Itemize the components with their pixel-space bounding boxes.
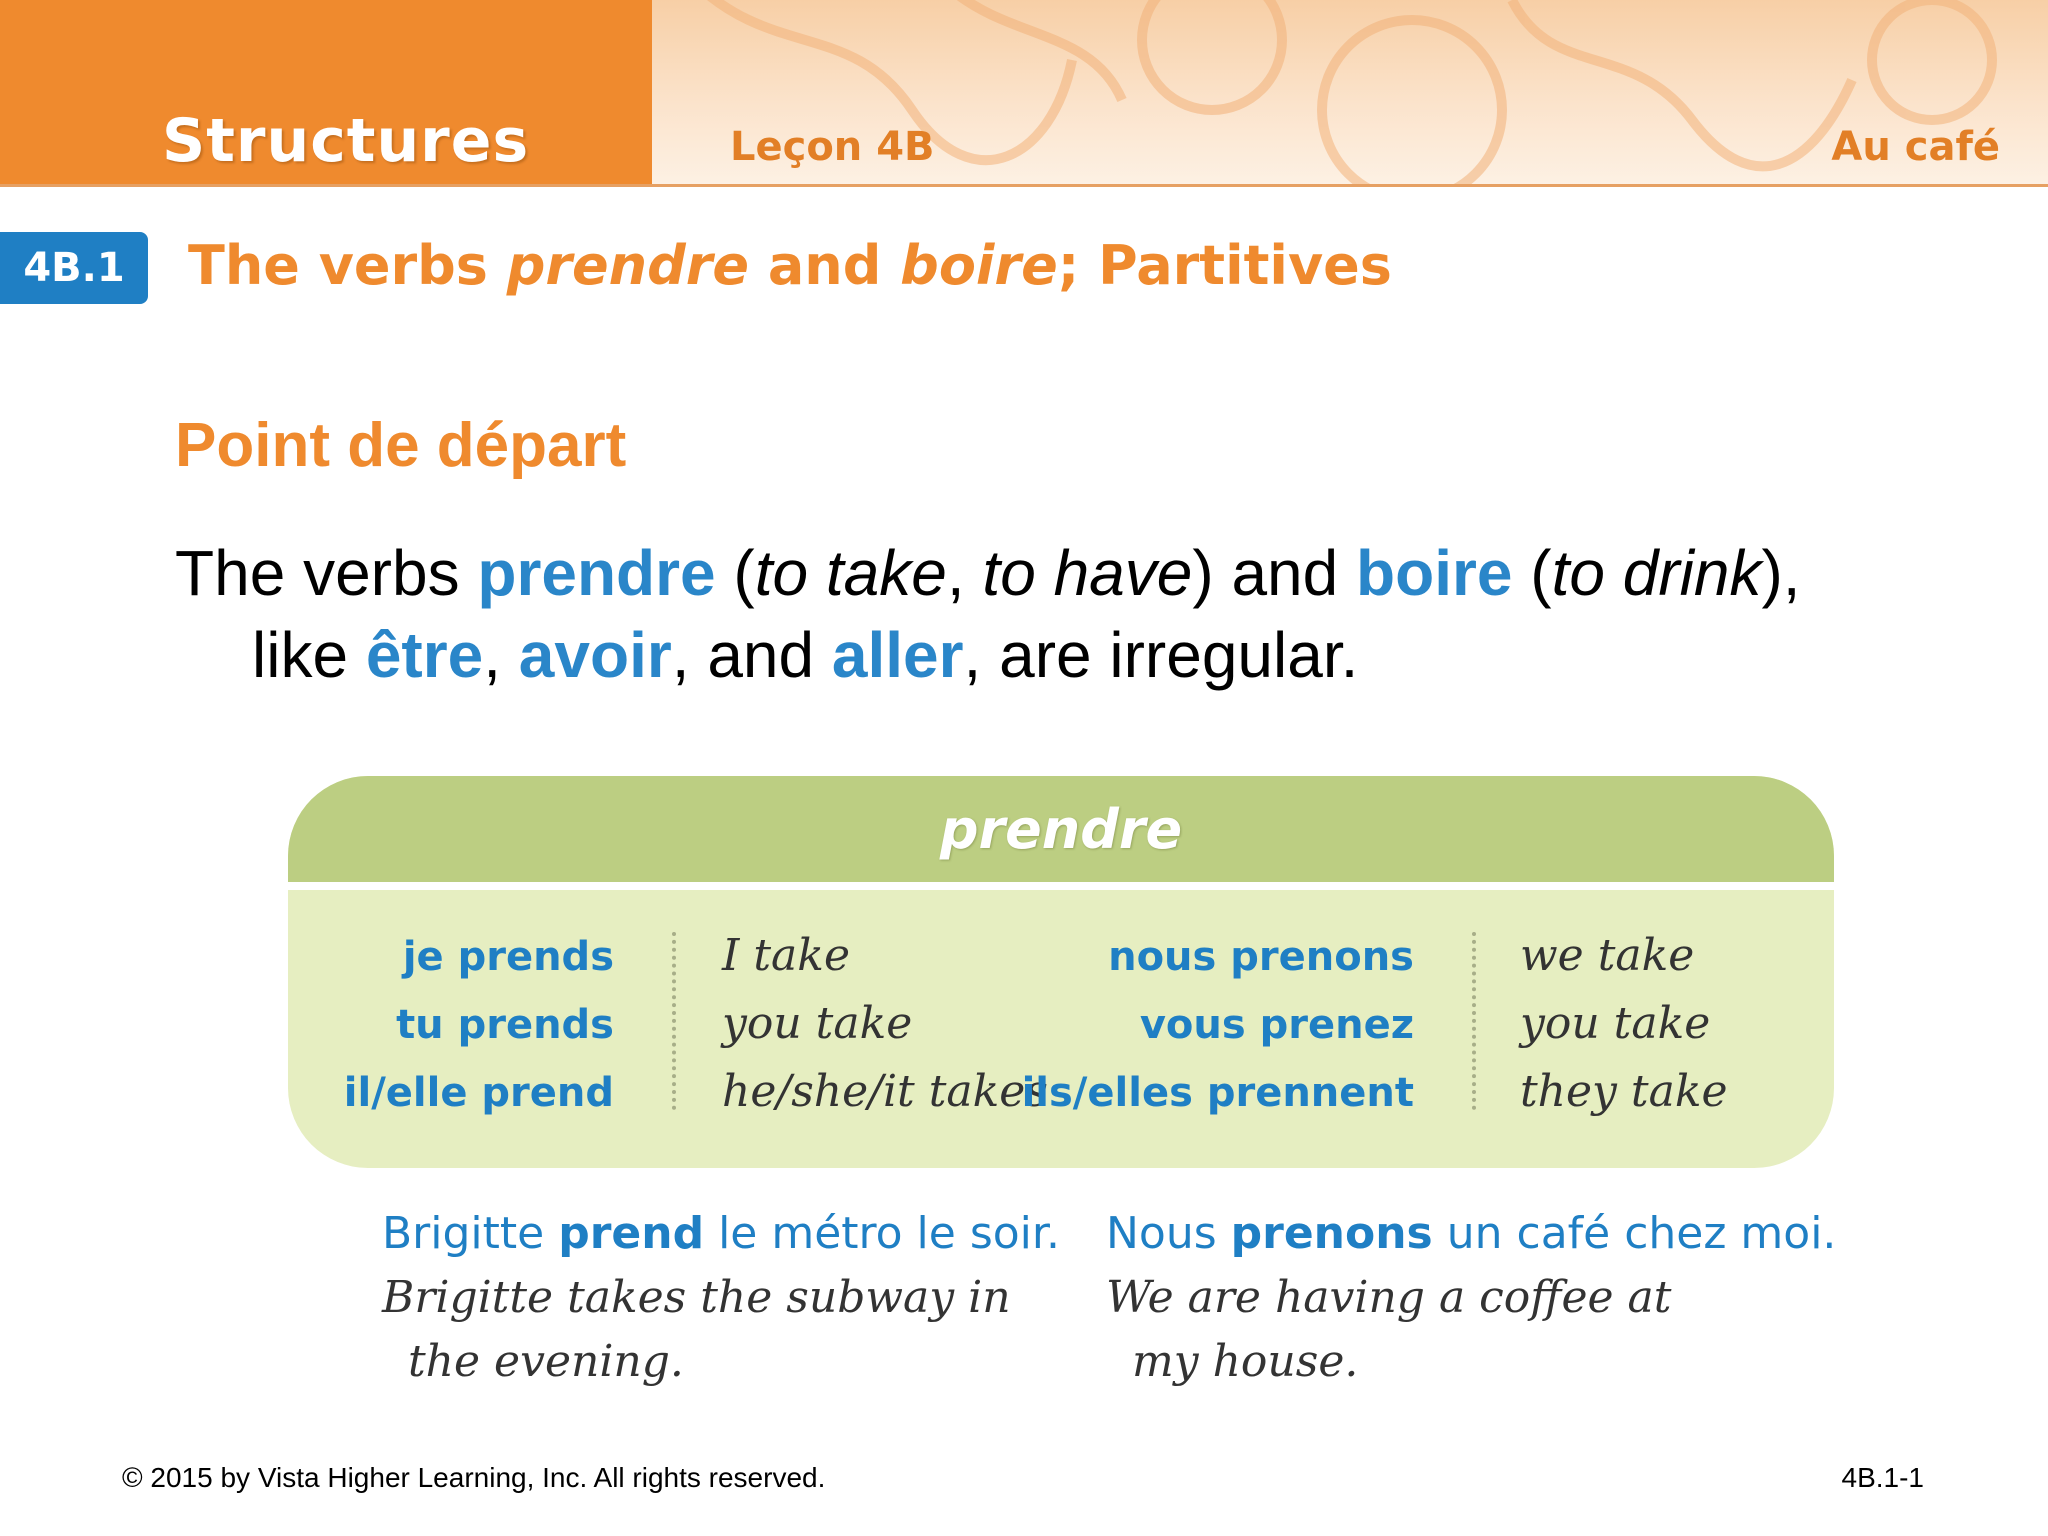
intro-paragraph [175, 532, 1935, 696]
section-title-verb: boire [900, 234, 1058, 297]
intro-text: , are irregular. [963, 619, 1359, 691]
intro-translation: to drink [1551, 537, 1762, 609]
intro-text: , [483, 619, 519, 691]
conjugation-table [288, 776, 1834, 1168]
intro-keyword: prendre [477, 537, 716, 609]
conj-trans-il: he/she/it takes [722, 1066, 1048, 1117]
example-french [1106, 1208, 1836, 1259]
example-text: le métro le soir. [704, 1208, 1060, 1259]
section-number-badge: 4B.1 [0, 232, 148, 304]
intro-text: ( [715, 537, 755, 609]
conj-form-je: je prends [402, 934, 614, 980]
section-title [188, 234, 1392, 297]
conj-form-ils: ils/elles prennent [1021, 1070, 1414, 1116]
banner-topic: Au café [1831, 124, 2000, 170]
intro-keyword: boire [1356, 537, 1513, 609]
section-title-text: ; Partitives [1057, 234, 1392, 297]
conjugation-divider [288, 882, 1834, 890]
conj-trans-nous: we take [1520, 930, 1695, 981]
intro-keyword: être [365, 619, 484, 691]
header-banner [0, 0, 2048, 186]
intro-text: like [252, 619, 366, 691]
intro-translation: to have [982, 537, 1193, 609]
intro-text: ( [1512, 537, 1552, 609]
example-english [1106, 1266, 1671, 1394]
example-translation-line: Brigitte takes the subway in [382, 1272, 1011, 1323]
intro-text: The verbs [175, 537, 478, 609]
intro-text: ), [1761, 537, 1801, 609]
example-text: Nous [1106, 1208, 1231, 1259]
banner-rule [0, 184, 2048, 187]
example-translation-line: We are having a coffee at [1106, 1272, 1672, 1323]
example-translation-line: the evening. [408, 1336, 684, 1387]
intro-keyword: avoir [518, 619, 672, 691]
intro-text: , and [671, 619, 832, 691]
intro-text: ) and [1192, 537, 1356, 609]
example-translation-line: my house. [1132, 1336, 1359, 1387]
example-verb: prenons [1230, 1208, 1433, 1259]
example-english [382, 1266, 1011, 1394]
conjugation-verb: prendre [939, 797, 1183, 861]
conj-form-nous: nous prenons [1108, 934, 1414, 980]
conj-dotted-divider [672, 932, 676, 1110]
conjugation-header [288, 776, 1834, 882]
conj-trans-je: I take [722, 930, 850, 981]
copyright-notice: © 2015 by Vista Higher Learning, Inc. All rights reserved. [122, 1462, 826, 1493]
section-title-text: and [749, 234, 901, 297]
conj-trans-vous: you take [1520, 998, 1711, 1049]
intro-keyword: aller [831, 619, 964, 691]
intro-translation: to take [754, 537, 947, 609]
banner-title: Structures [162, 106, 530, 176]
intro-line-2 [175, 614, 1935, 696]
conj-dotted-divider [1472, 932, 1476, 1110]
banner-lesson: Leçon 4B [730, 124, 935, 170]
conj-trans-tu: you take [722, 998, 913, 1049]
conj-trans-ils: they take [1520, 1066, 1728, 1117]
conj-form-vous: vous prenez [1139, 1002, 1414, 1048]
point-de-depart-heading: Point de départ [175, 411, 627, 480]
intro-text: , [946, 537, 983, 609]
example-french [382, 1208, 1060, 1259]
example-text: un café chez moi. [1432, 1208, 1837, 1259]
example-text: Brigitte [382, 1208, 559, 1259]
section-title-verb: prendre [506, 234, 750, 297]
conj-form-tu: tu prends [396, 1002, 614, 1048]
conj-form-il: il/elle prend [343, 1070, 614, 1116]
section-title-text: The verbs [188, 234, 507, 297]
example-verb: prend [558, 1208, 705, 1259]
slide-number: 4B.1-1 [1841, 1462, 1924, 1493]
